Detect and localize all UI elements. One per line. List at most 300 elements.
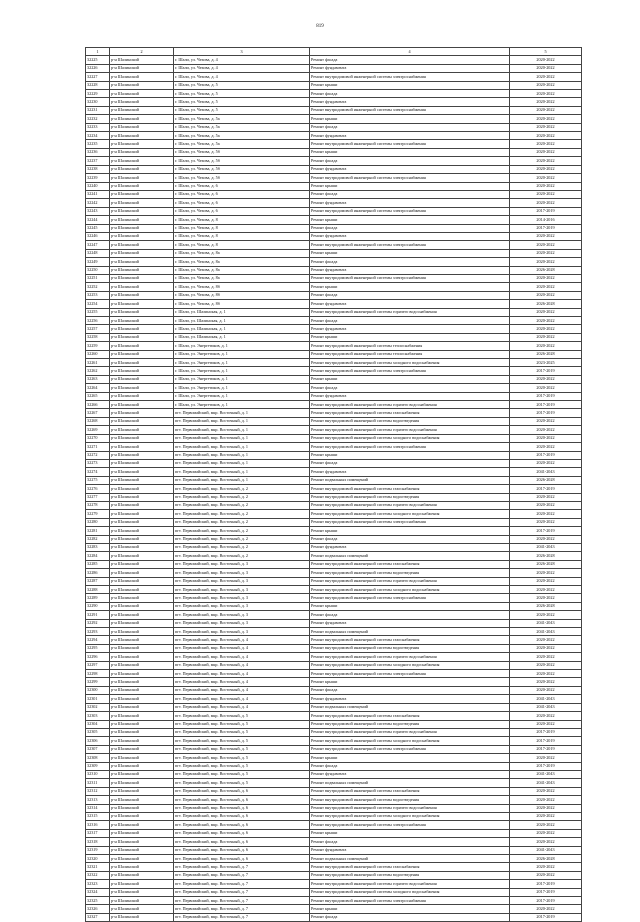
work-type-cell: Ремонт крыши — [310, 81, 510, 89]
work-type-cell: Ремонт крыши — [310, 216, 510, 224]
row-number-cell: 32300 — [86, 686, 110, 694]
work-type-cell: Ремонт внутридомовой инженерной системы холодного водоснабжения — [310, 359, 510, 367]
district-cell: р-н Шалинский — [110, 838, 174, 846]
work-type-cell: Ремонт фундамента — [310, 165, 510, 173]
row-number-cell: 32322 — [86, 871, 110, 879]
table-row — [86, 586, 582, 594]
table-row — [86, 829, 582, 837]
address-cell: пгт. Первомайский, мкр. Восточный, д. 4 — [174, 703, 310, 711]
district-cell: р-н Шалинский — [110, 855, 174, 863]
row-number-cell: 32271 — [86, 443, 110, 451]
address-cell: пгт. Первомайский, мкр. Восточный, д. 3 — [174, 577, 310, 585]
district-cell: р-н Шалинский — [110, 703, 174, 711]
work-type-cell: Ремонт внутридомовой инженерной системы холодного водоснабжения — [310, 586, 510, 594]
table-row — [86, 754, 582, 762]
table-row — [86, 417, 582, 425]
district-cell: р-н Шалинский — [110, 678, 174, 686]
address-cell: г. Шали, ул. Чехова, д. 8 — [174, 232, 310, 240]
row-number-cell: 32239 — [86, 174, 110, 182]
row-number-cell: 32244 — [86, 216, 110, 224]
work-type-cell: Ремонт крыши — [310, 148, 510, 156]
work-type-cell: Ремонт подвальных помещений — [310, 552, 510, 560]
table-row — [86, 670, 582, 678]
period-cell: 2020-2022 — [510, 493, 582, 501]
district-cell: р-н Шалинский — [110, 409, 174, 417]
period-cell: 2017-2019 — [510, 367, 582, 375]
address-cell: пгт. Первомайский, мкр. Восточный, д. 3 — [174, 560, 310, 568]
period-cell: 2041-2043 — [510, 468, 582, 476]
district-cell: р-н Шалинский — [110, 821, 174, 829]
district-cell: р-н Шалинский — [110, 628, 174, 636]
district-cell: р-н Шалинский — [110, 283, 174, 291]
district-cell: р-н Шалинский — [110, 90, 174, 98]
period-cell: 2017-2019 — [510, 409, 582, 417]
row-number-cell: 32314 — [86, 804, 110, 812]
period-cell: 2020-2022 — [510, 611, 582, 619]
period-cell: 2020-2022 — [510, 283, 582, 291]
district-cell: р-н Шалинский — [110, 451, 174, 459]
header-cell-3: 3 — [174, 48, 310, 56]
row-number-cell: 32233 — [86, 123, 110, 131]
period-cell: 2020-2022 — [510, 871, 582, 879]
address-cell: пгт. Первомайский, мкр. Восточный, д. 2 — [174, 510, 310, 518]
work-type-cell: Ремонт внутридомовой инженерной системы водоотведения — [310, 720, 510, 728]
row-number-cell: 32245 — [86, 224, 110, 232]
table-row — [86, 317, 582, 325]
period-cell: 2017-2019 — [510, 897, 582, 905]
period-cell: 2020-2022 — [510, 636, 582, 644]
district-cell: р-н Шалинский — [110, 308, 174, 316]
district-cell: р-н Шалинский — [110, 64, 174, 72]
header-cell-1: 1 — [86, 48, 110, 56]
work-type-cell: Ремонт внутридомовой инженерной системы электроснабжения — [310, 106, 510, 114]
work-type-cell: Ремонт внутридомовой инженерной системы холодного водоснабжения — [310, 434, 510, 442]
work-type-cell: Ремонт подвальных помещений — [310, 476, 510, 484]
work-type-cell: Ремонт внутридомовой инженерной системы газоснабжения — [310, 560, 510, 568]
address-cell: пгт. Первомайский, мкр. Восточный, д. 3 — [174, 594, 310, 602]
period-cell: 2026-2028 — [510, 552, 582, 560]
table-row — [86, 501, 582, 509]
work-type-cell: Ремонт фасада — [310, 90, 510, 98]
address-cell: пгт. Первомайский, мкр. Восточный, д. 1 — [174, 409, 310, 417]
row-number-cell: 32268 — [86, 417, 110, 425]
district-cell: р-н Шалинский — [110, 359, 174, 367]
period-cell: 2041-2043 — [510, 770, 582, 778]
period-cell: 2017-2019 — [510, 207, 582, 215]
table-row — [86, 897, 582, 905]
table-row — [86, 838, 582, 846]
period-cell: 2017-2019 — [510, 880, 582, 888]
work-type-cell: Ремонт внутридомовой инженерной системы электроснабжения — [310, 443, 510, 451]
period-cell: 2020-2022 — [510, 375, 582, 383]
table-row — [86, 602, 582, 610]
table-row — [86, 308, 582, 316]
period-cell: 2020-2022 — [510, 165, 582, 173]
district-cell: р-н Шалинский — [110, 140, 174, 148]
table-row — [86, 770, 582, 778]
address-cell: пгт. Первомайский, мкр. Восточный, д. 1 — [174, 459, 310, 467]
work-type-cell: Ремонт крыши — [310, 249, 510, 257]
period-cell: 2020-2022 — [510, 90, 582, 98]
period-cell: 2020-2022 — [510, 905, 582, 913]
work-type-cell: Ремонт фасада — [310, 459, 510, 467]
row-number-cell: 32307 — [86, 745, 110, 753]
district-cell: р-н Шалинский — [110, 602, 174, 610]
work-type-cell: Ремонт крыши — [310, 602, 510, 610]
period-cell: 2020-2022 — [510, 720, 582, 728]
period-cell: 2020-2022 — [510, 678, 582, 686]
district-cell: р-н Шалинский — [110, 871, 174, 879]
work-type-cell: Ремонт внутридомовой инженерной системы горячего водоснабжения — [310, 501, 510, 509]
period-cell: 2020-2022 — [510, 754, 582, 762]
row-number-cell: 32291 — [86, 611, 110, 619]
row-number-cell: 32276 — [86, 485, 110, 493]
period-cell: 2017-2019 — [510, 888, 582, 896]
table-row — [86, 636, 582, 644]
row-number-cell: 32228 — [86, 81, 110, 89]
work-type-cell: Ремонт внутридомовой инженерной системы холодного водоснабжения — [310, 737, 510, 745]
address-cell: г. Шали, ул. Чехова, д. 5б — [174, 157, 310, 165]
period-cell: 2020-2022 — [510, 787, 582, 795]
district-cell: р-н Шалинский — [110, 527, 174, 535]
district-cell: р-н Шалинский — [110, 317, 174, 325]
period-cell: 2041-2043 — [510, 846, 582, 854]
district-cell: р-н Шалинский — [110, 754, 174, 762]
district-cell: р-н Шалинский — [110, 56, 174, 64]
period-cell: 2020-2022 — [510, 106, 582, 114]
district-cell: р-н Шалинский — [110, 787, 174, 795]
table-row — [86, 653, 582, 661]
table-row — [86, 518, 582, 526]
work-type-cell: Ремонт фасада — [310, 56, 510, 64]
district-cell: р-н Шалинский — [110, 73, 174, 81]
table-row — [86, 241, 582, 249]
period-cell: 2041-2043 — [510, 543, 582, 551]
table-row — [86, 106, 582, 114]
table-row — [86, 384, 582, 392]
address-cell: г. Шали, ул. Чехова, д. 8а — [174, 266, 310, 274]
district-cell: р-н Шалинский — [110, 905, 174, 913]
address-cell: г. Шали, ул. Энергетиков, д. 1 — [174, 350, 310, 358]
work-type-cell: Ремонт крыши — [310, 829, 510, 837]
row-number-cell: 32252 — [86, 283, 110, 291]
period-cell: 2020-2022 — [510, 586, 582, 594]
table-row — [86, 493, 582, 501]
district-cell: р-н Шалинский — [110, 493, 174, 501]
period-cell: 2026-2028 — [510, 350, 582, 358]
address-cell: пгт. Первомайский, мкр. Восточный, д. 5 — [174, 728, 310, 736]
table-row — [86, 855, 582, 863]
period-cell: 2017-2019 — [510, 913, 582, 921]
period-cell: 2041-2043 — [510, 695, 582, 703]
address-cell: пгт. Первомайский, мкр. Восточный, д. 3 — [174, 628, 310, 636]
row-number-cell: 32301 — [86, 695, 110, 703]
address-cell: пгт. Первомайский, мкр. Восточный, д. 3 — [174, 611, 310, 619]
work-type-cell: Ремонт внутридомовой инженерной системы горячего водоснабжения — [310, 804, 510, 812]
address-cell: пгт. Первомайский, мкр. Восточный, д. 7 — [174, 888, 310, 896]
row-number-cell: 32305 — [86, 728, 110, 736]
row-number-cell: 32324 — [86, 888, 110, 896]
table-row — [86, 686, 582, 694]
table-row — [86, 560, 582, 568]
address-cell: г. Шали, ул. Энергетиков, д. 1 — [174, 384, 310, 392]
period-cell: 2041-2043 — [510, 703, 582, 711]
work-type-cell: Ремонт фундамента — [310, 392, 510, 400]
period-cell: 2020-2022 — [510, 594, 582, 602]
period-cell: 2020-2022 — [510, 443, 582, 451]
period-cell: 2020-2022 — [510, 384, 582, 392]
row-number-cell: 32312 — [86, 787, 110, 795]
district-cell: р-н Шалинский — [110, 216, 174, 224]
table-row — [86, 56, 582, 64]
district-cell: р-н Шалинский — [110, 510, 174, 518]
work-type-cell: Ремонт внутридомовой инженерной системы холодного водоснабжения — [310, 888, 510, 896]
period-cell: 2020-2022 — [510, 821, 582, 829]
district-cell: р-н Шалинский — [110, 291, 174, 299]
period-cell: 2017-2019 — [510, 224, 582, 232]
work-type-cell: Ремонт фундамента — [310, 199, 510, 207]
work-type-cell: Ремонт внутридомовой инженерной системы водоотведения — [310, 871, 510, 879]
table-row — [86, 543, 582, 551]
table-row — [86, 434, 582, 442]
period-cell: 2020-2022 — [510, 232, 582, 240]
row-number-cell: 32309 — [86, 762, 110, 770]
district-cell: р-н Шалинский — [110, 434, 174, 442]
address-cell: г. Шали, ул. Чехова, д. 5б — [174, 165, 310, 173]
period-cell: 2017-2019 — [510, 762, 582, 770]
table-row — [86, 569, 582, 577]
work-type-cell: Ремонт внутридомовой инженерной системы теплоснабжения — [310, 342, 510, 350]
district-cell: р-н Шалинский — [110, 81, 174, 89]
address-cell: пгт. Первомайский, мкр. Восточный, д. 3 — [174, 619, 310, 627]
period-cell: 2020-2022 — [510, 317, 582, 325]
address-cell: пгт. Первомайский, мкр. Восточный, д. 2 — [174, 493, 310, 501]
table-row — [86, 459, 582, 467]
row-number-cell: 32255 — [86, 308, 110, 316]
table-row — [86, 913, 582, 921]
address-cell: пгт. Первомайский, мкр. Восточный, д. 2 — [174, 535, 310, 543]
district-cell: р-н Шалинский — [110, 224, 174, 232]
period-cell: 2020-2022 — [510, 569, 582, 577]
period-cell: 2017-2019 — [510, 485, 582, 493]
row-number-cell: 32256 — [86, 317, 110, 325]
table-row — [86, 485, 582, 493]
row-number-cell: 32304 — [86, 720, 110, 728]
address-cell: пгт. Первомайский, мкр. Восточный, д. 7 — [174, 863, 310, 871]
work-type-cell: Ремонт фундамента — [310, 98, 510, 106]
period-cell: 2020-2022 — [510, 804, 582, 812]
work-type-cell: Ремонт фасада — [310, 762, 510, 770]
table-row — [86, 846, 582, 854]
district-cell: р-н Шалинский — [110, 636, 174, 644]
row-number-cell: 32326 — [86, 905, 110, 913]
district-cell: р-н Шалинский — [110, 501, 174, 509]
address-cell: пгт. Первомайский, мкр. Восточный, д. 2 — [174, 527, 310, 535]
address-cell: пгт. Первомайский, мкр. Восточный, д. 7 — [174, 871, 310, 879]
period-cell: 2020-2022 — [510, 325, 582, 333]
table-row — [86, 628, 582, 636]
address-cell: пгт. Первомайский, мкр. Восточный, д. 4 — [174, 636, 310, 644]
work-type-cell: Ремонт подвальных помещений — [310, 703, 510, 711]
district-cell: р-н Шалинский — [110, 232, 174, 240]
work-type-cell: Ремонт фундамента — [310, 232, 510, 240]
table-row — [86, 451, 582, 459]
district-cell: р-н Шалинский — [110, 897, 174, 905]
address-cell: г. Шали, ул. Чехова, д. 6 — [174, 182, 310, 190]
row-number-cell: 32302 — [86, 703, 110, 711]
work-type-cell: Ремонт подвальных помещений — [310, 855, 510, 863]
period-cell: 2020-2022 — [510, 829, 582, 837]
table-row — [86, 342, 582, 350]
row-number-cell: 32253 — [86, 291, 110, 299]
district-cell: р-н Шалинский — [110, 644, 174, 652]
table-row — [86, 409, 582, 417]
period-cell: 2026-2028 — [510, 300, 582, 308]
address-cell: пгт. Первомайский, мкр. Восточный, д. 2 — [174, 485, 310, 493]
row-number-cell: 32315 — [86, 812, 110, 820]
table-row — [86, 359, 582, 367]
row-number-cell: 32248 — [86, 249, 110, 257]
work-type-cell: Ремонт внутридомовой инженерной системы горячего водоснабжения — [310, 308, 510, 316]
address-cell: пгт. Первомайский, мкр. Восточный, д. 7 — [174, 905, 310, 913]
work-type-cell: Ремонт внутридомовой инженерной системы электроснабжения — [310, 140, 510, 148]
work-type-cell: Ремонт подвальных помещений — [310, 628, 510, 636]
table-row — [86, 796, 582, 804]
table-row — [86, 274, 582, 282]
row-number-cell: 32242 — [86, 199, 110, 207]
row-number-cell: 32294 — [86, 636, 110, 644]
address-cell: г. Шали, ул. Чехова, д. 8б — [174, 283, 310, 291]
work-type-cell: Ремонт фасада — [310, 384, 510, 392]
period-cell: 2020-2022 — [510, 333, 582, 341]
address-cell: г. Шали, ул. Шалинская, д. 1 — [174, 317, 310, 325]
table-row — [86, 510, 582, 518]
district-cell: р-н Шалинский — [110, 653, 174, 661]
address-cell: г. Шали, ул. Чехова, д. 8 — [174, 241, 310, 249]
row-number-cell: 32293 — [86, 628, 110, 636]
row-number-cell: 32263 — [86, 375, 110, 383]
work-type-cell: Ремонт крыши — [310, 283, 510, 291]
row-number-cell: 32264 — [86, 384, 110, 392]
period-cell: 2020-2022 — [510, 291, 582, 299]
period-cell: 2020-2022 — [510, 426, 582, 434]
table-row — [86, 787, 582, 795]
row-number-cell: 32286 — [86, 569, 110, 577]
district-cell: р-н Шалинский — [110, 846, 174, 854]
district-cell: р-н Шалинский — [110, 274, 174, 282]
table-row — [86, 216, 582, 224]
table-row — [86, 871, 582, 879]
row-number-cell: 32296 — [86, 653, 110, 661]
district-cell: р-н Шалинский — [110, 190, 174, 198]
row-number-cell: 32273 — [86, 459, 110, 467]
address-cell: пгт. Первомайский, мкр. Восточный, д. 3 — [174, 586, 310, 594]
table-row — [86, 207, 582, 215]
work-type-cell: Ремонт фундамента — [310, 64, 510, 72]
address-cell: пгт. Первомайский, мкр. Восточный, д. 7 — [174, 880, 310, 888]
district-cell: р-н Шалинский — [110, 535, 174, 543]
district-cell: р-н Шалинский — [110, 249, 174, 257]
district-cell: р-н Шалинский — [110, 485, 174, 493]
work-type-cell: Ремонт внутридомовой инженерной системы электроснабжения — [310, 670, 510, 678]
row-number-cell: 32321 — [86, 863, 110, 871]
work-type-cell: Ремонт внутридомовой инженерной системы электроснабжения — [310, 174, 510, 182]
work-type-cell: Ремонт внутридомовой инженерной системы газоснабжения — [310, 863, 510, 871]
table-row — [86, 552, 582, 560]
row-number-cell: 32303 — [86, 712, 110, 720]
table-row — [86, 367, 582, 375]
row-number-cell: 32258 — [86, 333, 110, 341]
table-row — [86, 199, 582, 207]
address-cell: пгт. Первомайский, мкр. Восточный, д. 4 — [174, 695, 310, 703]
work-type-cell: Ремонт внутридомовой инженерной системы водоотведения — [310, 644, 510, 652]
district-cell: р-н Шалинский — [110, 670, 174, 678]
period-cell: 2020-2022 — [510, 81, 582, 89]
work-type-cell: Ремонт крыши — [310, 905, 510, 913]
district-cell: р-н Шалинский — [110, 350, 174, 358]
row-number-cell: 32272 — [86, 451, 110, 459]
address-cell: пгт. Первомайский, мкр. Восточный, д. 5 — [174, 745, 310, 753]
work-type-cell: Ремонт фундамента — [310, 770, 510, 778]
district-cell: р-н Шалинский — [110, 812, 174, 820]
table-row — [86, 325, 582, 333]
period-cell: 2020-2022 — [510, 863, 582, 871]
table-row — [86, 611, 582, 619]
table-row — [86, 375, 582, 383]
table-row — [86, 535, 582, 543]
row-number-cell: 32235 — [86, 140, 110, 148]
row-number-cell: 32316 — [86, 821, 110, 829]
row-number-cell: 32279 — [86, 510, 110, 518]
row-number-cell: 32290 — [86, 602, 110, 610]
district-cell: р-н Шалинский — [110, 712, 174, 720]
row-number-cell: 32308 — [86, 754, 110, 762]
row-number-cell: 32246 — [86, 232, 110, 240]
work-type-cell: Ремонт внутридомовой инженерной системы газоснабжения — [310, 712, 510, 720]
address-cell: г. Шали, ул. Чехова, д. 4 — [174, 64, 310, 72]
address-cell: г. Шали, ул. Чехова, д. 5 — [174, 81, 310, 89]
district-cell: р-н Шалинский — [110, 325, 174, 333]
work-type-cell: Ремонт внутридомовой инженерной системы водоотведения — [310, 417, 510, 425]
address-cell: г. Шали, ул. Шалинская, д. 1 — [174, 308, 310, 316]
work-type-cell: Ремонт внутридомовой инженерной системы горячего водоснабжения — [310, 728, 510, 736]
header-cell-4: 4 — [310, 48, 510, 56]
row-number-cell: 32241 — [86, 190, 110, 198]
period-cell: 2026-2028 — [510, 602, 582, 610]
work-type-cell: Ремонт внутридомовой инженерной системы холодного водоснабжения — [310, 661, 510, 669]
period-cell: 2026-2028 — [510, 560, 582, 568]
address-cell: пгт. Первомайский, мкр. Восточный, д. 4 — [174, 686, 310, 694]
row-number-cell: 32319 — [86, 846, 110, 854]
row-number-cell: 32284 — [86, 552, 110, 560]
work-type-cell: Ремонт фасада — [310, 190, 510, 198]
row-number-cell: 32285 — [86, 560, 110, 568]
period-cell: 2020-2022 — [510, 510, 582, 518]
table-row — [86, 140, 582, 148]
work-type-cell: Ремонт подвальных помещений — [310, 779, 510, 787]
district-cell: р-н Шалинский — [110, 476, 174, 484]
table-row — [86, 182, 582, 190]
address-cell: пгт. Первомайский, мкр. Восточный, д. 1 — [174, 451, 310, 459]
row-number-cell: 32275 — [86, 476, 110, 484]
period-cell: 2014-2016 — [510, 216, 582, 224]
row-number-cell: 32283 — [86, 543, 110, 551]
row-number-cell: 32234 — [86, 132, 110, 140]
address-cell: пгт. Первомайский, мкр. Восточный, д. 1 — [174, 417, 310, 425]
district-cell: р-н Шалинский — [110, 199, 174, 207]
district-cell: р-н Шалинский — [110, 552, 174, 560]
table-row — [86, 426, 582, 434]
